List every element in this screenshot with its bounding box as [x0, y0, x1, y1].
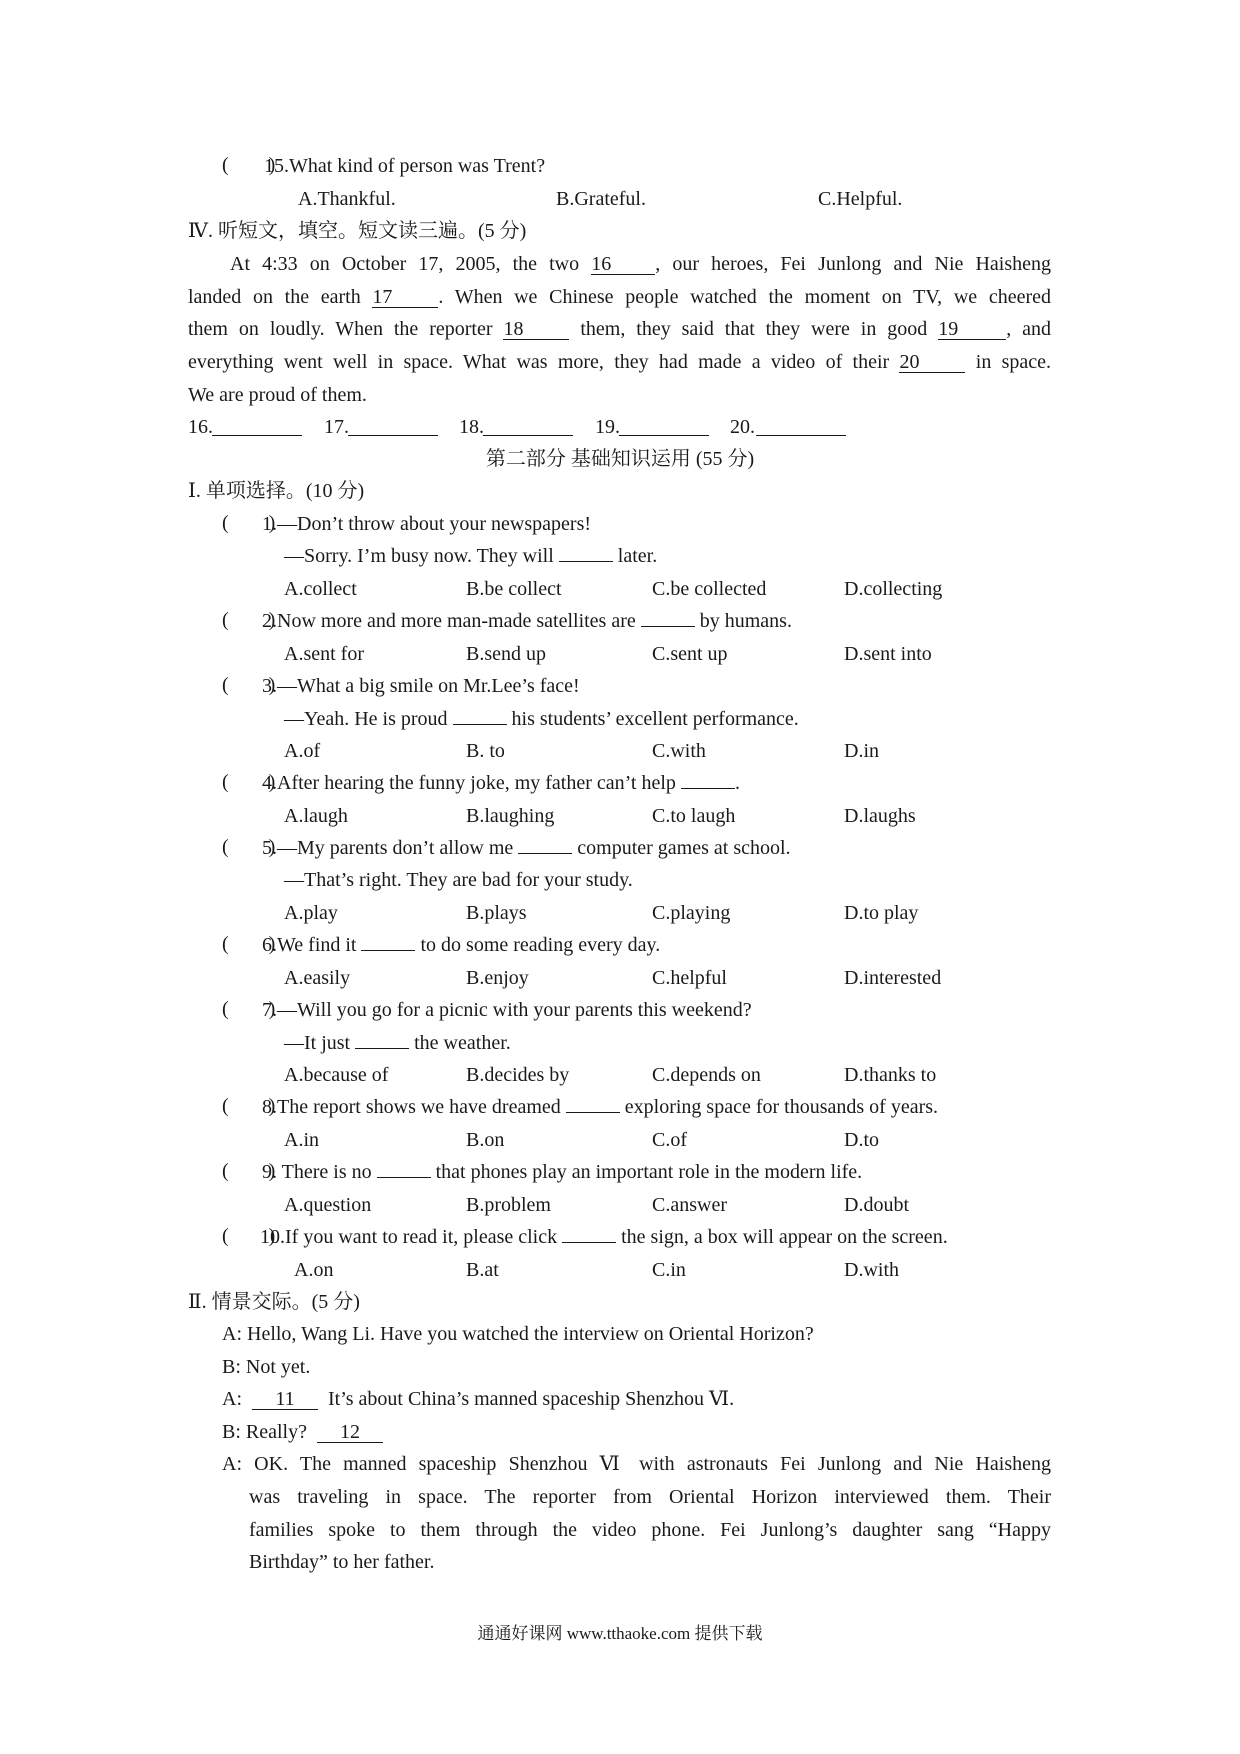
question-5-response: —That’s right. They are bad for your study.: [284, 869, 633, 891]
section-4-heading: Ⅳ. 听短文，填空。短文读三遍。(5 分): [188, 220, 527, 242]
q6-option-c: C.helpful: [652, 967, 727, 989]
passage-line-1: At 4:33 on October 17, 2005, the two 16 , our heroes, Fei Junlong and Nie Haisheng: [230, 253, 1052, 275]
q4-option-a: A.laugh: [284, 805, 348, 827]
q9-option-b: B.problem: [466, 1194, 551, 1216]
q5-option-c: C.playing: [652, 902, 731, 924]
question-3-blank: [453, 708, 507, 725]
question-2-blank: [641, 610, 695, 627]
q9-option-a: A.question: [284, 1194, 372, 1216]
dialogue-line-4: B: Really? 12: [222, 1420, 383, 1444]
question-9-stem: 9. There is no that phones play an important role in the modern life.: [262, 1161, 863, 1183]
q7-option-c: C.depends on: [652, 1064, 761, 1086]
answer-19-field[interactable]: [619, 419, 709, 436]
dialogue-line-5d: Birthday” to her father.: [249, 1551, 435, 1573]
answer-20-label: 20.: [730, 416, 755, 438]
q8-option-d: D.to: [844, 1129, 879, 1151]
question-4-stem: 4.After hearing the funny joke, my father can’t help .: [262, 772, 740, 794]
blank-18: 18: [503, 319, 569, 340]
passage-line-5: We are proud of them.: [188, 384, 367, 406]
answer-paren-2: ( ): [222, 609, 276, 631]
q10-option-a: A.on: [294, 1259, 334, 1281]
question-7-response: —It just the weather.: [284, 1032, 511, 1054]
answer-paren-3: ( ): [222, 674, 276, 696]
question-1-response: —Sorry. I’m busy now. They will later.: [284, 545, 658, 567]
blank-12: 12: [317, 1422, 383, 1443]
q1-option-a: A.collect: [284, 578, 357, 600]
q3-option-b: B. to: [466, 740, 505, 762]
question-8-stem: 8.The report shows we have dreamed exploring space for thousands of years.: [262, 1096, 939, 1118]
dialogue-line-5a: A: OK. The manned spaceship Shenzhou Ⅵ with astronauts Fei Junlong and Nie Haisheng: [222, 1453, 1051, 1475]
blank-11: 11: [252, 1389, 318, 1410]
q1-option-b: B.be collect: [466, 578, 562, 600]
answer-paren-5: ( ): [222, 836, 276, 858]
answer-paren-8: ( ): [222, 1095, 276, 1117]
passage-line-2: landed on the earth 17 . When we Chinese people watched the moment on TV, we cheered: [188, 286, 1052, 308]
q5-option-b: B.plays: [466, 902, 527, 924]
question-10-blank: [562, 1226, 616, 1243]
question-5-stem: 5.—My parents don’t allow me computer games at school.: [262, 837, 791, 859]
question-1-stem: 1.—Don’t throw about your newspapers!: [262, 513, 592, 535]
answer-paren-1: ( ): [222, 512, 276, 534]
q5-option-d: D.to play: [844, 902, 919, 924]
answer-20-field[interactable]: [756, 419, 846, 436]
answer-16-field[interactable]: [212, 419, 302, 436]
q7-option-a: A.because of: [284, 1064, 389, 1086]
passage-line-4: everything went well in space. What was more, they had made a video of their 20 in space.: [188, 351, 1052, 373]
q4-option-b: B.laughing: [466, 805, 555, 827]
q2-option-b: B.send up: [466, 643, 546, 665]
question-7-stem: 7.—Will you go for a picnic with your parents this weekend?: [262, 999, 752, 1021]
q8-option-c: C.of: [652, 1129, 687, 1151]
dialogue-line-2: B: Not yet.: [222, 1356, 311, 1378]
q4-option-d: D.laughs: [844, 805, 916, 827]
answer-16-label: 16.: [188, 416, 213, 438]
question-3-stem: 3.—What a big smile on Mr.Lee’s face!: [262, 675, 580, 697]
answer-paren-6: ( ): [222, 933, 276, 955]
section-2-heading: Ⅱ. 情景交际。(5 分): [188, 1291, 360, 1313]
q10-option-b: B.at: [466, 1259, 499, 1281]
q2-option-d: D.sent into: [844, 643, 932, 665]
dialogue-line-5b: was traveling in space. The reporter from Oriental Horizon interviewed them. Their: [249, 1486, 1051, 1508]
q1-option-d: D.collecting: [844, 578, 943, 600]
blank-16: 16: [591, 254, 655, 275]
q10-option-c: C.in: [652, 1259, 686, 1281]
dialogue-line-3: A: 11 It’s about China’s manned spaceship Shenzhou Ⅵ.: [222, 1388, 735, 1410]
q4-option-c: C.to laugh: [652, 805, 736, 827]
question-4-blank: [681, 772, 735, 789]
q3-option-d: D.in: [844, 740, 879, 762]
question-2-stem: 2.Now more and more man-made satellites are by humans.: [262, 610, 792, 632]
blank-17: 17: [372, 287, 438, 308]
blank-19: 19: [938, 319, 1006, 340]
q7-option-d: D.thanks to: [844, 1064, 937, 1086]
answer-17-field[interactable]: [348, 419, 438, 436]
q3-option-a: A.of: [284, 740, 321, 762]
q7-option-b: B.decides by: [466, 1064, 570, 1086]
q6-option-d: D.interested: [844, 967, 942, 989]
q2-option-a: A.sent for: [284, 643, 364, 665]
question-5-blank: [518, 837, 572, 854]
question-3-response: —Yeah. He is proud his students’ excellent performance.: [284, 708, 799, 730]
q15-option-c: C.Helpful.: [818, 188, 903, 210]
question-10-stem: 10.If you want to read it, please click the sign, a box will appear on the screen.: [260, 1226, 948, 1248]
answer-paren-15: ( ): [222, 154, 276, 176]
question-15-stem: 15.What kind of person was Trent?: [264, 155, 546, 177]
q9-option-c: C.answer: [652, 1194, 727, 1216]
dialogue-line-1: A: Hello, Wang Li. Have you watched the interview on Oriental Horizon?: [222, 1323, 814, 1345]
answer-paren-7: ( ): [222, 998, 276, 1020]
q6-option-b: B.enjoy: [466, 967, 529, 989]
answer-17-label: 17.: [324, 416, 349, 438]
dialogue-line-5c: families spoke to them through the video phone. Fei Junlong’s daughter sang “Happy: [249, 1519, 1051, 1541]
q8-option-a: A.in: [284, 1129, 319, 1151]
passage-line-3: them on loudly. When the reporter 18 them, they said that they were in good 19 , and: [188, 318, 1052, 340]
question-7-blank: [355, 1032, 409, 1049]
question-6-blank: [361, 934, 415, 951]
page-footer: 通通好课网 www.tthaoke.com 提供下载: [477, 1624, 763, 1643]
q6-option-a: A.easily: [284, 967, 351, 989]
q5-option-a: A.play: [284, 902, 338, 924]
section-1-heading: Ⅰ. 单项选择。(10 分): [188, 480, 365, 502]
question-6-stem: 6.We find it to do some reading every day.: [262, 934, 661, 956]
q8-option-b: B.on: [466, 1129, 505, 1151]
question-1-blank: [559, 545, 613, 562]
question-8-blank: [566, 1096, 620, 1113]
answer-19-label: 19.: [595, 416, 620, 438]
question-9-blank: [377, 1161, 431, 1178]
answer-paren-10: ( ): [222, 1225, 276, 1247]
answer-18-field[interactable]: [483, 419, 573, 436]
q1-option-c: C.be collected: [652, 578, 767, 600]
answer-18-label: 18.: [459, 416, 484, 438]
answer-paren-9: ( ): [222, 1160, 276, 1182]
q10-option-d: D.with: [844, 1259, 899, 1281]
q15-option-a: A.Thankful.: [298, 188, 396, 210]
q2-option-c: C.sent up: [652, 643, 728, 665]
blank-20: 20: [899, 352, 965, 373]
q3-option-c: C.with: [652, 740, 706, 762]
q15-option-b: B.Grateful.: [556, 188, 646, 210]
answer-paren-4: ( ): [222, 771, 276, 793]
q9-option-d: D.doubt: [844, 1194, 909, 1216]
part-2-title: 第二部分 基础知识运用 (55 分): [485, 448, 755, 470]
